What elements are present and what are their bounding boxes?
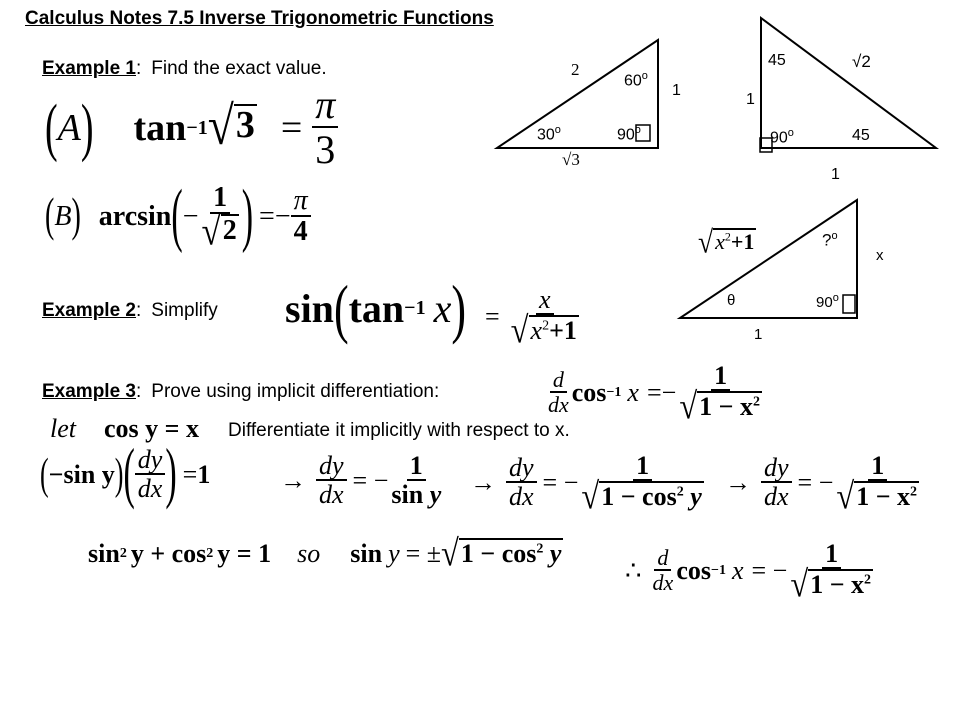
triangle-1-angle-left: 30$^o$ <box>537 124 561 144</box>
page-title: Calculus Notes 7.5 Inverse Trigonometric Functions <box>25 8 494 29</box>
example-1-text: Find the exact value. <box>151 58 327 79</box>
statement-d: d <box>550 368 567 393</box>
example-1-part-b: ( B ) arcsin ( − 1 √ 2 ) = − $\frac{\pi}{4}$ <box>45 183 311 251</box>
triangle-3-bottom: 1 <box>754 326 763 343</box>
example-2-res-den-pow: 2 <box>542 318 550 334</box>
example-3-label: Example 3 <box>42 381 136 402</box>
differentiate-note: Differentiate it implicitly with respect to x. <box>228 420 570 441</box>
statement-num: 1 <box>711 362 730 391</box>
example-2-colon: : <box>136 300 142 321</box>
arrow-1: → <box>280 465 306 495</box>
example-1-label: Example 1 <box>42 58 136 79</box>
part-b-num: 1 <box>210 183 230 214</box>
part-b-res-num: π <box>291 186 311 217</box>
example-2-res-den-plus: +1 <box>549 316 577 346</box>
triangle-3-angle-top: ?$^o$ <box>822 230 838 250</box>
part-a-eq: = <box>280 107 303 149</box>
triangle-2-left: 1 <box>746 91 755 108</box>
part-a-num: π <box>312 84 338 128</box>
triangle-2-bottom: 1 <box>831 166 840 183</box>
triangle-3-right: x <box>876 247 884 264</box>
identity-mid: y + cos <box>130 539 207 569</box>
statement-den: 1 − x <box>699 392 753 422</box>
example-3-text: Prove using implicit differentiation: <box>151 381 440 402</box>
example-3-colon: : <box>136 381 142 402</box>
triangle-3-angle-right: 90$^o$ <box>816 292 839 311</box>
triangle-1-adjacent: √3 <box>562 150 580 169</box>
step-1-neg-sin: −sin y <box>48 459 115 489</box>
step-1-one: 1 <box>197 459 211 489</box>
let-word: let <box>50 414 76 443</box>
example-2-res-den-var: x <box>530 316 543 346</box>
statement-cos: cos <box>571 377 607 407</box>
triangle-2-angle-right: 90$^o$ <box>770 127 794 147</box>
example-3-statement: $\frac{d}{dx}$ cos −1 x = − 1 √ $1 - x^2$ <box>545 362 765 424</box>
part-b-res-den: 4 <box>293 216 308 248</box>
part-a-den: 3 <box>315 127 336 172</box>
part-a-inv: −1 <box>186 116 208 139</box>
statement-inv: −1 <box>606 384 622 400</box>
conclusion: ∴ $\frac{d}{dx}$ cos −1 x = − 1 √ $1 - x^2$ <box>625 539 872 606</box>
triangle-3-angle-left: θ <box>727 292 736 309</box>
example-1-part-a: ( A ) tan −1 √ 3 = $\frac{\pi}{3}$ <box>45 84 338 172</box>
arrow-3: → <box>725 467 751 497</box>
triangle-2-angle-top: 45 <box>768 52 786 69</box>
example-2-inv: −1 <box>404 297 426 319</box>
triangle-3-right-angle-box <box>843 295 855 313</box>
example-2-result: = x √ $x^2+1$ <box>485 285 577 352</box>
triangle-3-hyp: √ $x^2+1$ <box>698 223 755 260</box>
triangle-1-angle-top: 60$^o$ <box>624 70 648 90</box>
part-b-eq: = <box>259 201 275 233</box>
triangle-1-hyp: 2 <box>571 60 580 79</box>
identity-right: y = 1 <box>217 539 272 569</box>
step-2: → $\frac{dy}{dx}$ = − $\frac{1}{\text{sin y}}$ <box>280 451 442 510</box>
triangle-2-angle-bottom-right: 45 <box>852 127 870 144</box>
triangle-2-hyp: √2 <box>852 52 871 71</box>
therefore-symbol: ∴ <box>625 555 642 585</box>
arrow-2: → <box>470 467 496 497</box>
example-2-inner-func: tan <box>348 286 405 331</box>
part-a-arg: 3 <box>234 104 257 152</box>
part-a-tag: A <box>57 107 81 149</box>
example-1-colon: : <box>136 58 142 79</box>
triangle-1-opposite: 1 <box>672 82 681 99</box>
part-b-tag: B <box>54 201 72 233</box>
let-equation: cos y = x <box>104 414 199 443</box>
example-2-expression: sin ( tan −1 x ) <box>285 271 466 346</box>
step-1-dy: dy <box>135 446 166 475</box>
part-a-sqrt: √ 3 <box>207 97 255 158</box>
step-1: ( −sin y ) ( $\frac{dy}{dx}$ ) = 1 <box>40 436 211 511</box>
part-b-func: arcsin <box>98 201 172 233</box>
example-2-label: Example 2 <box>42 300 136 321</box>
example-2-res-num: x <box>536 286 554 315</box>
example-2-eq: = <box>485 301 500 331</box>
part-b-minus: − <box>182 201 199 233</box>
statement-dx: dx <box>548 392 569 418</box>
identity-row: sin 2 y + cos 2 y = 1 so sin y = ± √ $1 - \cos^2 y$ <box>88 533 562 575</box>
example-2-outer-func: sin <box>285 286 334 331</box>
part-b-arg: 1 √ 2 <box>201 182 237 255</box>
example-2-text: Simplify <box>151 300 218 321</box>
part-b-den: 2 <box>221 214 239 249</box>
step-1-dx: dx <box>137 474 163 504</box>
part-a-func: tan <box>133 107 187 149</box>
pm-sign: = ± <box>405 539 442 569</box>
step-3: → $\frac{dy}{dx}$ = − 1 √ $1 - \cos^2 y$ <box>470 451 702 518</box>
part-b-res-minus: − <box>274 201 291 233</box>
triangle-1-angle-right: 90$^o$ <box>617 124 641 144</box>
so-word: so <box>297 539 321 569</box>
step-4: → $\frac{dy}{dx}$ = − 1 √ $1 - x^2$ <box>725 451 918 518</box>
example-2-var: x <box>433 286 452 331</box>
statement-x: x <box>627 377 639 407</box>
